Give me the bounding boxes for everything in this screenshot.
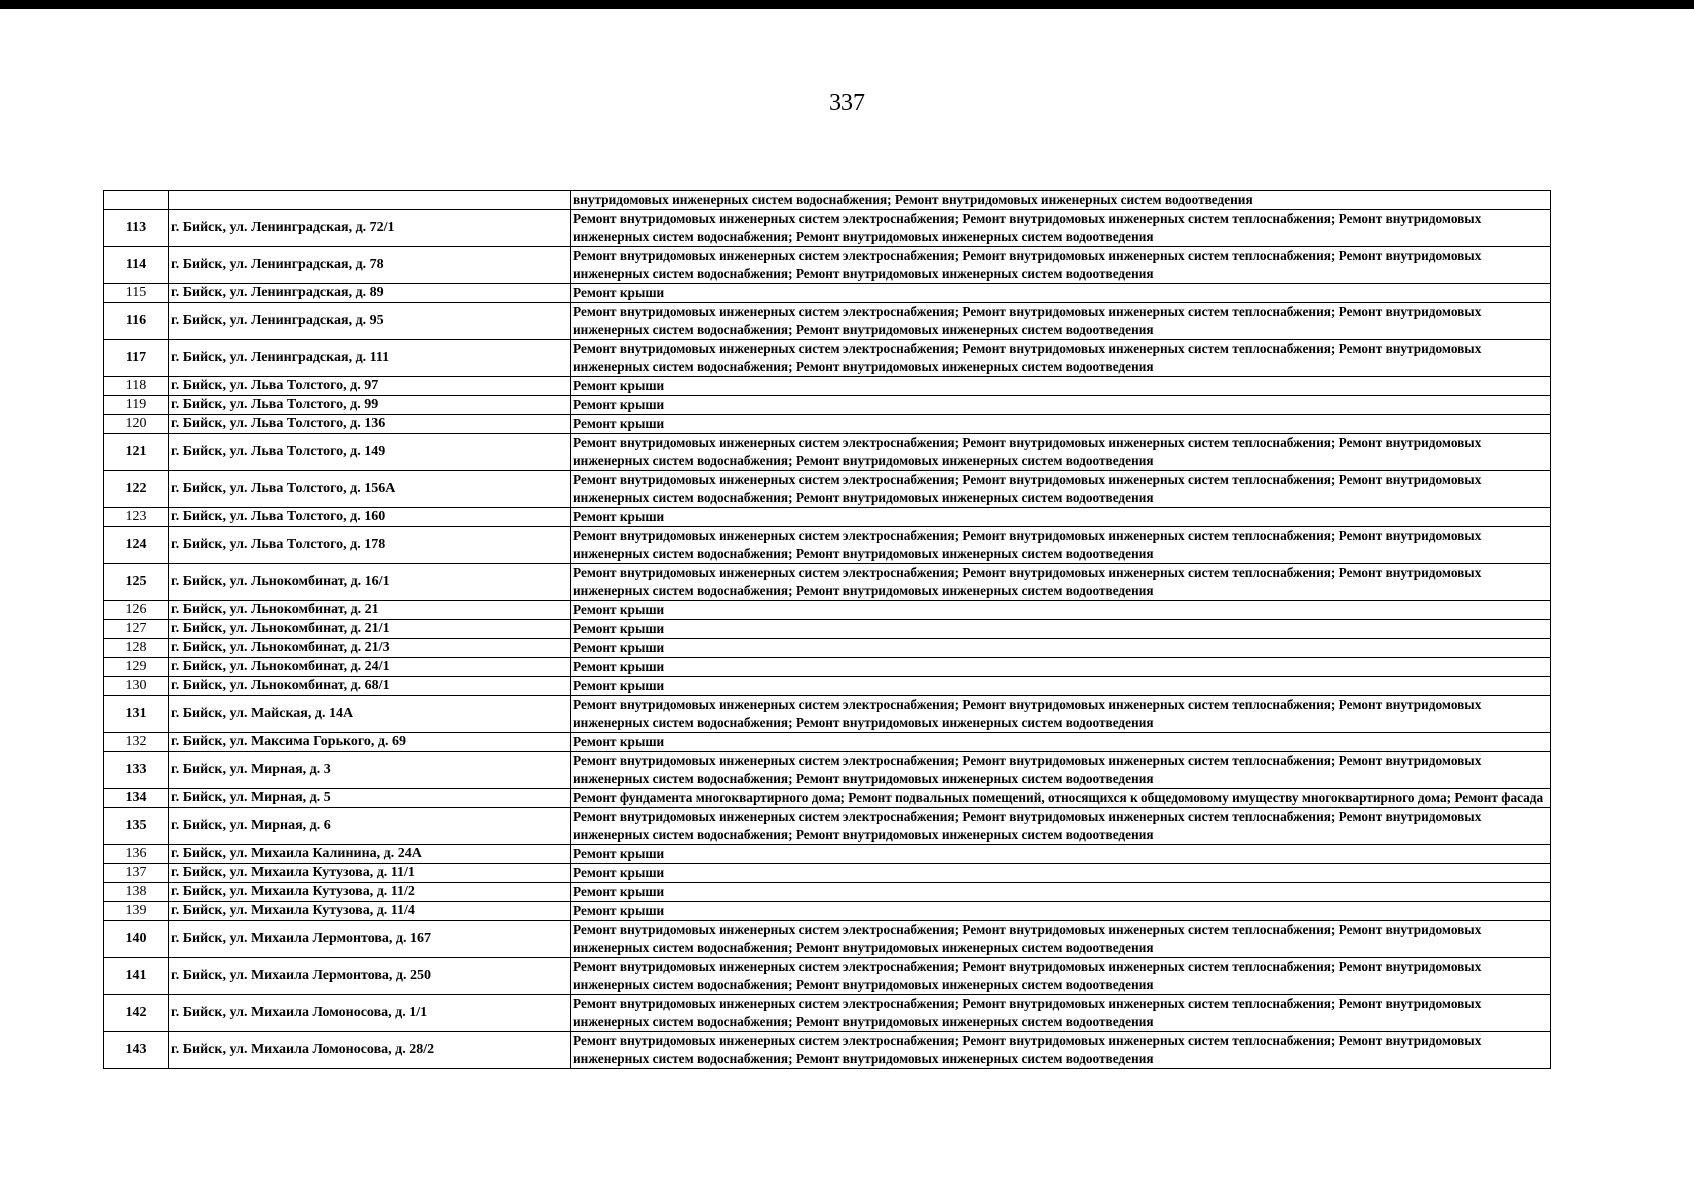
table-row (104, 995, 1551, 1032)
row-number: 143 (104, 1032, 169, 1069)
table-row (104, 471, 1551, 508)
repair-work-cell: Ремонт внутридомовых инженерных систем электроснабжения; Ремонт внутридомовых инженерных систем теплоснабжения; Ремонт внутридомовых инженерных систем водоснабжения; Ремонт внутридомовых инженерных систем водоотведения (571, 303, 1551, 340)
row-number: 127 (104, 620, 169, 639)
repair-registry-table (103, 190, 1551, 1069)
address-cell: г. Бийск, ул. Ленинградская, д. 78 (169, 247, 571, 284)
address-cell: г. Бийск, ул. Ленинградская, д. 111 (169, 340, 571, 377)
table-row (104, 377, 1551, 396)
table-row (104, 921, 1551, 958)
row-number: 117 (104, 340, 169, 377)
row-number: 114 (104, 247, 169, 284)
repair-work-cell: Ремонт внутридомовых инженерных систем электроснабжения; Ремонт внутридомовых инженерных систем теплоснабжения; Ремонт внутридомовых инженерных систем водоснабжения; Ремонт внутридомовых инженерных систем водоотведения (571, 471, 1551, 508)
address-cell: г. Бийск, ул. Михаила Лермонтова, д. 167 (169, 921, 571, 958)
row-number: 135 (104, 808, 169, 845)
address-cell: г. Бийск, ул. Льнокомбинат, д. 21/3 (169, 639, 571, 658)
repair-work-cell: Ремонт внутридомовых инженерных систем электроснабжения; Ремонт внутридомовых инженерных систем теплоснабжения; Ремонт внутридомовых инженерных систем водоснабжения; Ремонт внутридомовых инженерных систем водоотведения (571, 564, 1551, 601)
row-number: 128 (104, 639, 169, 658)
row-number: 141 (104, 958, 169, 995)
table-body (104, 191, 1551, 1069)
row-number: 122 (104, 471, 169, 508)
address-cell: г. Бийск, ул. Льва Толстого, д. 136 (169, 415, 571, 434)
repair-work-cell: Ремонт внутридомовых инженерных систем электроснабжения; Ремонт внутридомовых инженерных систем теплоснабжения; Ремонт внутридомовых инженерных систем водоснабжения; Ремонт внутридомовых инженерных систем водоотведения (571, 808, 1551, 845)
repair-work-cell: Ремонт крыши (571, 377, 1551, 396)
table-row (104, 508, 1551, 527)
table-row (104, 434, 1551, 471)
repair-work-cell: Ремонт крыши (571, 396, 1551, 415)
table-row (104, 415, 1551, 434)
row-number: 142 (104, 995, 169, 1032)
row-number: 134 (104, 789, 169, 808)
address-cell: г. Бийск, ул. Михаила Ломоносова, д. 1/1 (169, 995, 571, 1032)
address-cell: г. Бийск, ул. Майская, д. 14А (169, 696, 571, 733)
repair-work-cell: Ремонт крыши (571, 284, 1551, 303)
row-number: 125 (104, 564, 169, 601)
table-row (104, 808, 1551, 845)
repair-work-cell: Ремонт крыши (571, 620, 1551, 639)
table-row (104, 752, 1551, 789)
table-row (104, 564, 1551, 601)
repair-work-cell: Ремонт крыши (571, 677, 1551, 696)
repair-work-cell: Ремонт внутридомовых инженерных систем электроснабжения; Ремонт внутридомовых инженерных систем теплоснабжения; Ремонт внутридомовых инженерных систем водоснабжения; Ремонт внутридомовых инженерных систем водоотведения (571, 1032, 1551, 1069)
row-number: 115 (104, 284, 169, 303)
address-cell: г. Бийск, ул. Льва Толстого, д. 178 (169, 527, 571, 564)
table-row (104, 340, 1551, 377)
row-number: 116 (104, 303, 169, 340)
repair-work-cell: Ремонт крыши (571, 601, 1551, 620)
repair-work-cell: Ремонт внутридомовых инженерных систем электроснабжения; Ремонт внутридомовых инженерных систем теплоснабжения; Ремонт внутридомовых инженерных систем водоснабжения; Ремонт внутридомовых инженерных систем водоотведения (571, 958, 1551, 995)
table-row (104, 601, 1551, 620)
address-cell: г. Бийск, ул. Льнокомбинат, д. 24/1 (169, 658, 571, 677)
row-number: 133 (104, 752, 169, 789)
address-cell: г. Бийск, ул. Мирная, д. 6 (169, 808, 571, 845)
address-cell: г. Бийск, ул. Льнокомбинат, д. 16/1 (169, 564, 571, 601)
table-row (104, 527, 1551, 564)
address-cell: г. Бийск, ул. Льнокомбинат, д. 21 (169, 601, 571, 620)
address-cell: г. Бийск, ул. Ленинградская, д. 89 (169, 284, 571, 303)
table-row (104, 696, 1551, 733)
repair-work-cell: внутридомовых инженерных систем водоснабжения; Ремонт внутридомовых инженерных систем водоотведения (571, 191, 1551, 210)
repair-work-cell: Ремонт крыши (571, 883, 1551, 902)
top-border (0, 0, 1694, 9)
table-row (104, 396, 1551, 415)
row-number: 139 (104, 902, 169, 921)
address-cell: г. Бийск, ул. Ленинградская, д. 95 (169, 303, 571, 340)
repair-work-cell: Ремонт крыши (571, 902, 1551, 921)
repair-work-cell: Ремонт крыши (571, 864, 1551, 883)
repair-work-cell: Ремонт внутридомовых инженерных систем электроснабжения; Ремонт внутридомовых инженерных систем теплоснабжения; Ремонт внутридомовых инженерных систем водоснабжения; Ремонт внутридомовых инженерных систем водоотведения (571, 921, 1551, 958)
address-cell: г. Бийск, ул. Мирная, д. 5 (169, 789, 571, 808)
repair-work-cell: Ремонт внутридомовых инженерных систем электроснабжения; Ремонт внутридомовых инженерных систем теплоснабжения; Ремонт внутридомовых инженерных систем водоснабжения; Ремонт внутридомовых инженерных систем водоотведения (571, 995, 1551, 1032)
row-number: 119 (104, 396, 169, 415)
address-cell: г. Бийск, ул. Льнокомбинат, д. 21/1 (169, 620, 571, 639)
row-number: 123 (104, 508, 169, 527)
repair-work-cell: Ремонт фундамента многоквартирного дома; Ремонт подвальных помещений, относящихся к общедомовому имуществу многоквартирного дома; Ремонт фасада (571, 789, 1551, 808)
repair-work-cell: Ремонт внутридомовых инженерных систем электроснабжения; Ремонт внутридомовых инженерных систем теплоснабжения; Ремонт внутридомовых инженерных систем водоснабжения; Ремонт внутридомовых инженерных систем водоотведения (571, 434, 1551, 471)
address-cell: г. Бийск, ул. Мирная, д. 3 (169, 752, 571, 789)
repair-work-cell: Ремонт крыши (571, 508, 1551, 527)
address-cell (169, 191, 571, 210)
repair-work-cell: Ремонт внутридомовых инженерных систем электроснабжения; Ремонт внутридомовых инженерных систем теплоснабжения; Ремонт внутридомовых инженерных систем водоснабжения; Ремонт внутридомовых инженерных систем водоотведения (571, 247, 1551, 284)
address-cell: г. Бийск, ул. Льва Толстого, д. 97 (169, 377, 571, 396)
table-row (104, 789, 1551, 808)
address-cell: г. Бийск, ул. Михаила Калинина, д. 24А (169, 845, 571, 864)
row-number: 138 (104, 883, 169, 902)
row-number: 132 (104, 733, 169, 752)
row-number: 137 (104, 864, 169, 883)
table-row (104, 284, 1551, 303)
repair-work-cell: Ремонт внутридомовых инженерных систем электроснабжения; Ремонт внутридомовых инженерных систем теплоснабжения; Ремонт внутридомовых инженерных систем водоснабжения; Ремонт внутридомовых инженерных систем водоотведения (571, 210, 1551, 247)
repair-work-cell: Ремонт внутридомовых инженерных систем электроснабжения; Ремонт внутридомовых инженерных систем теплоснабжения; Ремонт внутридомовых инженерных систем водоснабжения; Ремонт внутридомовых инженерных систем водоотведения (571, 752, 1551, 789)
repair-work-cell: Ремонт внутридомовых инженерных систем электроснабжения; Ремонт внутридомовых инженерных систем теплоснабжения; Ремонт внутридомовых инженерных систем водоснабжения; Ремонт внутридомовых инженерных систем водоотведения (571, 696, 1551, 733)
repair-work-cell: Ремонт крыши (571, 639, 1551, 658)
table-row (104, 902, 1551, 921)
address-cell: г. Бийск, ул. Льва Толстого, д. 160 (169, 508, 571, 527)
table-row (104, 958, 1551, 995)
repair-work-cell: Ремонт крыши (571, 415, 1551, 434)
row-number: 118 (104, 377, 169, 396)
table-row (104, 247, 1551, 284)
address-cell: г. Бийск, ул. Михаила Лермонтова, д. 250 (169, 958, 571, 995)
row-number: 140 (104, 921, 169, 958)
repair-work-cell: Ремонт крыши (571, 658, 1551, 677)
row-number: 124 (104, 527, 169, 564)
row-number: 129 (104, 658, 169, 677)
row-number: 136 (104, 845, 169, 864)
table-row (104, 864, 1551, 883)
address-cell: г. Бийск, ул. Михаила Ломоносова, д. 28/2 (169, 1032, 571, 1069)
repair-work-cell: Ремонт внутридомовых инженерных систем электроснабжения; Ремонт внутридомовых инженерных систем теплоснабжения; Ремонт внутридомовых инженерных систем водоснабжения; Ремонт внутридомовых инженерных систем водоотведения (571, 527, 1551, 564)
table-row (104, 733, 1551, 752)
page-number: 337 (829, 90, 865, 116)
row-number: 130 (104, 677, 169, 696)
table-row (104, 620, 1551, 639)
address-cell: г. Бийск, ул. Льва Толстого, д. 156А (169, 471, 571, 508)
address-cell: г. Бийск, ул. Льнокомбинат, д. 68/1 (169, 677, 571, 696)
address-cell: г. Бийск, ул. Михаила Кутузова, д. 11/1 (169, 864, 571, 883)
row-number: 121 (104, 434, 169, 471)
row-number: 126 (104, 601, 169, 620)
row-number: 113 (104, 210, 169, 247)
table-row (104, 658, 1551, 677)
repair-work-cell: Ремонт внутридомовых инженерных систем электроснабжения; Ремонт внутридомовых инженерных систем теплоснабжения; Ремонт внутридомовых инженерных систем водоснабжения; Ремонт внутридомовых инженерных систем водоотведения (571, 340, 1551, 377)
row-number (104, 191, 169, 210)
address-cell: г. Бийск, ул. Льва Толстого, д. 99 (169, 396, 571, 415)
table-row (104, 191, 1551, 210)
table-row (104, 1032, 1551, 1069)
table-row (104, 845, 1551, 864)
address-cell: г. Бийск, ул. Максима Горького, д. 69 (169, 733, 571, 752)
row-number: 120 (104, 415, 169, 434)
address-cell: г. Бийск, ул. Льва Толстого, д. 149 (169, 434, 571, 471)
table-row (104, 677, 1551, 696)
address-cell: г. Бийск, ул. Михаила Кутузова, д. 11/4 (169, 902, 571, 921)
repair-work-cell: Ремонт крыши (571, 845, 1551, 864)
address-cell: г. Бийск, ул. Михаила Кутузова, д. 11/2 (169, 883, 571, 902)
table-row (104, 639, 1551, 658)
row-number: 131 (104, 696, 169, 733)
address-cell: г. Бийск, ул. Ленинградская, д. 72/1 (169, 210, 571, 247)
table-row (104, 883, 1551, 902)
repair-work-cell: Ремонт крыши (571, 733, 1551, 752)
table-row (104, 210, 1551, 247)
table-row (104, 303, 1551, 340)
